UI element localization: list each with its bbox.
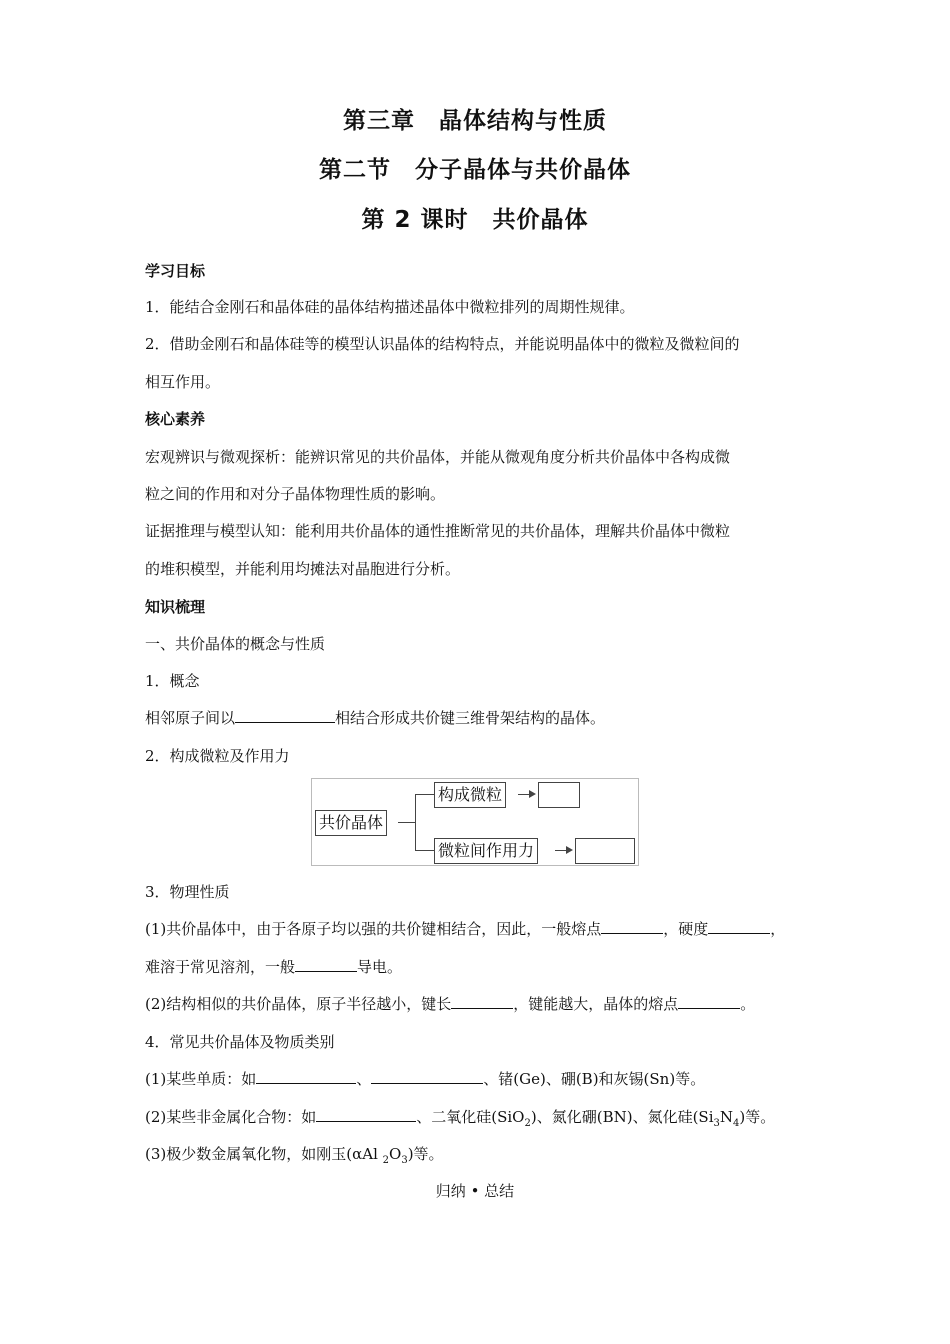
- literacy-p2-line2: 的堆积模型，并能利用均摊法对晶胞进行分析。: [145, 560, 461, 578]
- props-2-text-a: (2)结构相似的共价晶体，原子半径越小，键长: [145, 995, 452, 1013]
- props-1-line2: [145, 956, 402, 977]
- blank-bond-length[interactable]: [451, 994, 513, 1009]
- literacy-heading: 核心素养: [145, 410, 206, 428]
- sio2-subscript: 2: [524, 1118, 531, 1129]
- common-1-text-c: 、锗(Ge)、硼(B)和灰锡(Sn)等。: [483, 1070, 706, 1088]
- common-2-text-a: (2)某些非金属化合物：如: [145, 1108, 317, 1126]
- al2-subscript: 2: [382, 1155, 390, 1166]
- goal-2-line2: 相互作用。: [145, 373, 221, 391]
- branch-spine: [415, 794, 416, 851]
- concept-pre: 相邻原子间以: [145, 709, 236, 727]
- common-title: 4．常见共价晶体及物质类别: [145, 1033, 335, 1051]
- branch1-connector: [415, 794, 434, 795]
- goal-2-line1: 2．借助金刚石和晶体硅等的模型认识晶体的结构特点，并能说明晶体中的微粒及微粒间的: [145, 335, 740, 353]
- blank-melting-point[interactable]: [601, 919, 663, 934]
- blank-conductivity[interactable]: [295, 957, 357, 972]
- diagram-branch1: 构成微粒: [434, 782, 506, 808]
- blank-hardness[interactable]: [708, 919, 770, 934]
- root-connector: [398, 822, 415, 823]
- props-1-line1: [145, 918, 785, 939]
- literacy-p1-line2: 粒之间的作用和对分子晶体物理性质的影响。: [145, 485, 446, 503]
- common-2-text-c: )、氮化硼(BN)、氮化硅(Si: [530, 1108, 714, 1126]
- branch2-connector: [415, 850, 434, 851]
- answer-box-particles[interactable]: [538, 782, 580, 808]
- blank-compound[interactable]: [316, 1107, 416, 1122]
- page-footer: 归纳 • 总结: [435, 1182, 515, 1200]
- common-2-text-e: )等。: [739, 1108, 776, 1126]
- arrow1-head: [529, 790, 536, 798]
- composition-title: 2．构成微粒及作用力: [145, 747, 290, 765]
- composition-diagram: [311, 778, 639, 866]
- concept-title: 1．概念: [145, 672, 200, 690]
- common-3-text-a: (3)极少数金属氧化物，如刚玉(αAl: [145, 1145, 383, 1163]
- props-1-text-c: ，: [770, 920, 786, 938]
- si3-subscript: 3: [713, 1118, 720, 1129]
- blank-melting-trend[interactable]: [678, 994, 740, 1009]
- common-2-text-b: 、二氧化硅(SiO: [416, 1108, 525, 1126]
- literacy-p1-line1: 宏观辨识与微观探析：能辨识常见的共价晶体，并能从微观角度分析共价晶体中各构成微: [145, 448, 731, 466]
- common-3-text-c: )等。: [407, 1145, 444, 1163]
- concept-post: 相结合形成共价键三维骨架结构的晶体。: [335, 709, 606, 727]
- common-1-text-a: (1)某些单质：如: [145, 1070, 257, 1088]
- props-1-text-a: (1)共价晶体中，由于各原子均以强的共价键相结合，因此，一般熔点: [145, 920, 602, 938]
- lesson-title: 第 2 课时 共价晶体: [361, 207, 589, 233]
- o3-subscript: 3: [401, 1155, 408, 1166]
- common-1-text-b: 、: [356, 1070, 372, 1088]
- props-title: 3．物理性质: [145, 883, 230, 901]
- n4-subscript: 4: [733, 1118, 740, 1129]
- blank-concept[interactable]: [235, 708, 335, 723]
- props-2-text-c: 。: [740, 995, 756, 1013]
- props-1-text-d: 难溶于常见溶剂，一般: [145, 958, 296, 976]
- answer-box-force[interactable]: [575, 838, 635, 864]
- common-3-line: [145, 1143, 444, 1166]
- part1-heading: 一、共价晶体的概念与性质: [145, 635, 326, 653]
- goals-heading: 学习目标: [145, 262, 206, 280]
- chapter-title: 第三章 晶体结构与性质: [343, 108, 607, 134]
- diagram-branch2: 微粒间作用力: [434, 838, 538, 864]
- goal-1: 1．能结合金刚石和晶体硅的晶体结构描述晶体中微粒排列的周期性规律。: [145, 298, 635, 316]
- common-2-line: [145, 1106, 775, 1129]
- common-1-line: [145, 1068, 705, 1089]
- arrow2-head: [566, 846, 573, 854]
- knowledge-heading: 知识梳理: [145, 598, 206, 616]
- section-title: 第二节 分子晶体与共价晶体: [319, 157, 631, 183]
- blank-element-2[interactable]: [371, 1069, 483, 1084]
- props-1-text-b: ，硬度: [663, 920, 709, 938]
- props-2-line: [145, 993, 755, 1014]
- diagram-root: 共价晶体: [315, 810, 387, 836]
- literacy-p2-line1: 证据推理与模型认知：能利用共价晶体的通性推断常见的共价晶体，理解共价晶体中微粒: [145, 522, 731, 540]
- concept-line: [145, 707, 605, 728]
- common-3-text-b: O: [389, 1145, 402, 1163]
- props-1-text-e: 导电。: [357, 958, 403, 976]
- blank-element-1[interactable]: [256, 1069, 356, 1084]
- props-2-text-b: ，键能越大，晶体的熔点: [513, 995, 679, 1013]
- common-2-text-d: N: [719, 1108, 733, 1126]
